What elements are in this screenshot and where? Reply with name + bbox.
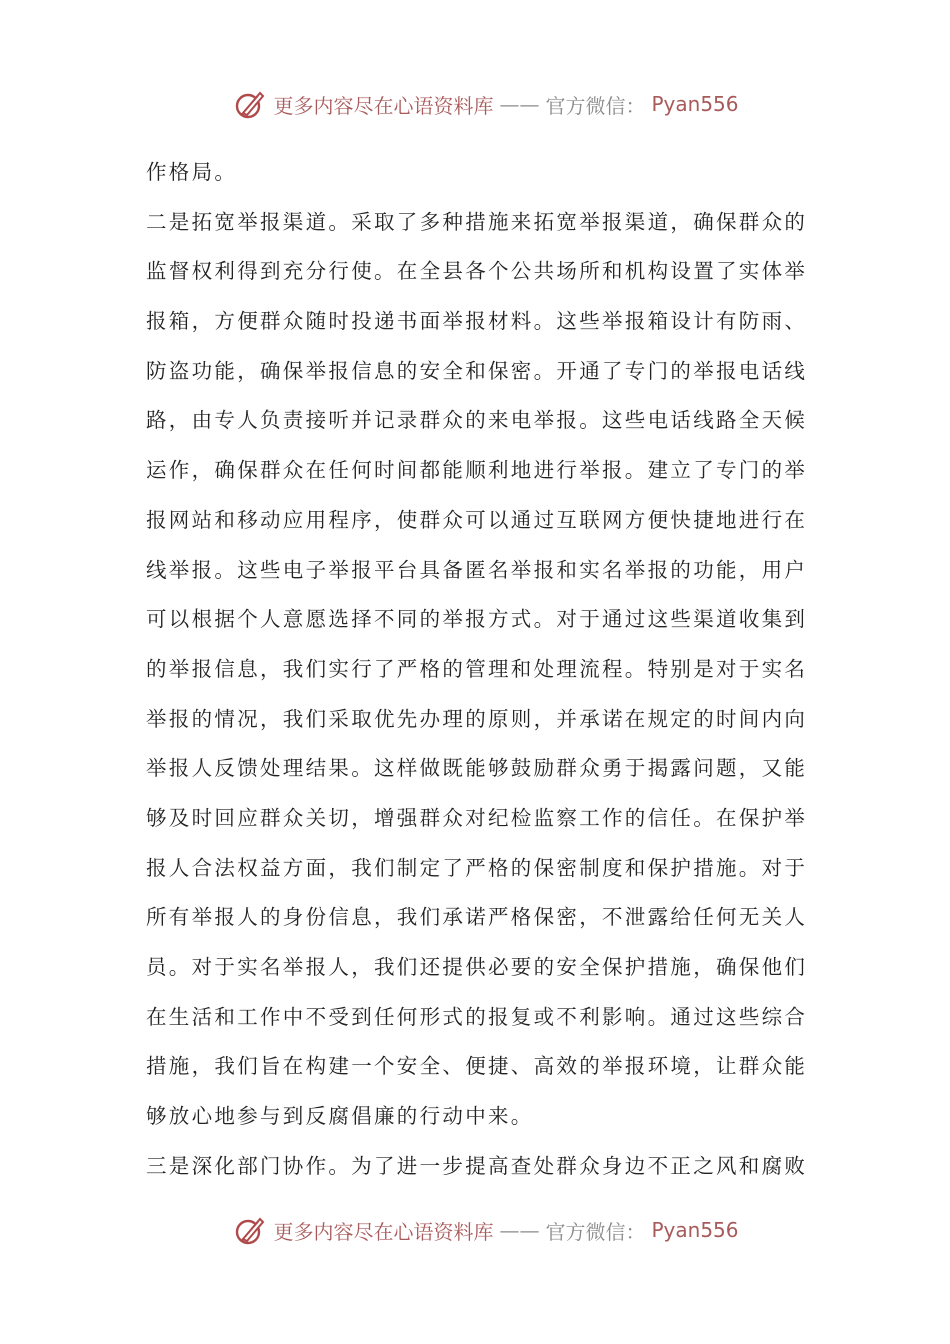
body-line: 路，由专人负责接听并记录群众的来电举报。这些电话线路全天候 [146,408,808,433]
body-line: 够及时回应群众关切，增强群众对纪检监察工作的信任。在保护举 [146,805,808,830]
header-wechat-label: 官方微信： [545,93,646,118]
body-line: 员。对于实名举报人，我们还提供必要的安全保护措施，确保他们 [146,955,808,979]
body-line: 在生活和工作中不受到任何形式的报复或不利影响。通过这些综合 [146,1004,808,1029]
body-line: 的举报信息，我们实行了严格的管理和处理流程。特别是对于实名 [146,656,808,681]
header-banner-text: 更多内容尽在心语资料库 [273,93,494,118]
header-wechat-id: Pyan556 [651,92,739,116]
body-line: 监督权利得到充分行使。在全县各个公共场所和机构设置了实体举 [146,259,808,284]
body-line: 报网站和移动应用程序，使群众可以通过互联网方便快捷地进行在 [146,507,808,532]
footer-banner-inner [233,1213,738,1247]
body-line: 可以根据个人意愿选择不同的举报方式。对于通过这些渠道收集到 [146,607,808,632]
body-line: 报人合法权益方面，我们制定了严格的保密制度和保护措施。对于 [146,855,808,880]
document-body [146,148,808,1191]
footer-banner-text: 更多内容尽在心语资料库 [273,1219,494,1244]
body-line: 三是深化部门协作。为了进一步提高查处群众身边不正之风和腐败 [146,1153,808,1178]
body-line: 报箱，方便群众随时投递书面举报材料。这些举报箱设计有防雨、 [146,309,808,334]
body-line: 举报的情况，我们采取优先办理的原则，并承诺在规定的时间内向 [146,706,808,731]
body-line: 作格局。 [146,160,238,184]
footer-wechat-id: Pyan556 [651,1218,739,1242]
body-line: 够放心地参与到反腐倡廉的行动中来。 [146,1104,534,1129]
body-line: 措施，我们旨在构建一个安全、便捷、高效的举报环境，让群众能 [146,1054,808,1079]
quill-pen-logo-icon [233,87,267,121]
body-line: 举报人反馈处理结果。这样做既能够鼓励群众勇于揭露问题，又能 [146,756,808,781]
body-line: 线举报。这些电子举报平台具备匿名举报和实名举报的功能，用户 [146,557,808,582]
body-line: 所有举报人的身份信息，我们承诺严格保密，不泄露给任何无关人 [146,905,808,930]
header-banner [0,84,950,124]
footer-banner [0,1210,950,1250]
body-line: 运作，确保群众在任何时间都能顺利地进行举报。建立了专门的举 [146,458,808,483]
body-line: 二是拓宽举报渠道。采取了多种措施来拓宽举报渠道，确保群众的 [146,209,808,234]
header-banner-inner [233,87,738,121]
footer-banner-dash: —— [499,1218,540,1242]
footer-wechat-label: 官方微信： [545,1219,646,1244]
quill-pen-logo-icon [233,1213,267,1247]
body-line: 防盗功能，确保举报信息的安全和保密。开通了专门的举报电话线 [146,358,808,383]
header-banner-dash: —— [499,92,540,116]
